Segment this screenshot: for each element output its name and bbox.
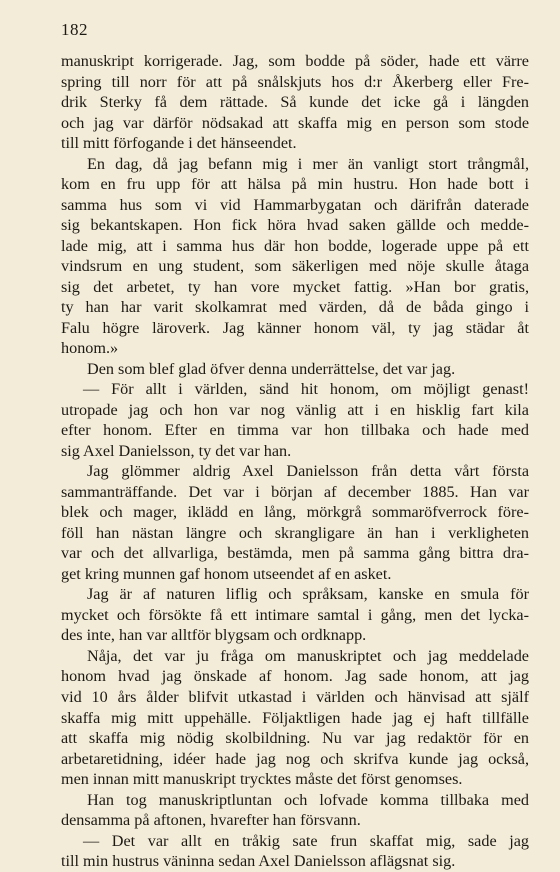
text-line: Den som blef glad öfver denna underrättelse, det var jag. [87,359,456,378]
text-line: sammanträffande. Det var i början af december 1885. Han var [61,482,529,501]
text-line: drik Sterky få dem rättade. Så kunde det icke gå i längden [61,93,529,112]
text-line: till min hustrus väninna sedan Axel Danielsson aflägsnat sig. [61,852,456,871]
text-line: Falu högre läroverk. Jag känner honom väl, ty jag städar åt [61,318,529,337]
text-line: — Det var allt en tråkig sate frun skaffat mig, sade jag [83,831,529,850]
text-line: En dag, då jag befann mig i mer än vanligt stort trångmål, [87,154,529,173]
text-line: samma hus som vi vid Hammarbygatan och därifrån daterade [61,195,529,214]
text-line: sig Axel Danielsson, ty det var han. [61,441,292,460]
text-line: föll han nästan längre och skrangligare än han i verkligheten [61,523,529,542]
text-line: sig det arbetet, ty han vore mycket fattig. »Han bor gratis, [61,277,529,296]
text-line: efter honom. Efter en timma var hon tillbaka och hade med [61,421,529,440]
text-line: ty han har varit skolkamrat med värden, då de båda gingo i [61,298,529,317]
text-line: blek och mager, iklädd en lång, mörkgrå sommaröfverrock före- [61,503,529,522]
text-line: spring till norr för att på snålskjuts hos d:r Åkerberg eller Fre- [61,72,529,91]
text-line: Jag är af naturen liflig och språksam, kanske en smula för [87,585,529,604]
text-line: och jag var därför nödsakad att skaffa mig en person som stode [61,113,529,132]
text-line: des inte, han var alltför blygsam och ordknapp. [61,626,367,645]
text-line: Jag glömmer aldrig Axel Danielsson från detta vårt första [87,462,529,481]
text-line: — För allt i världen, sänd hit honom, om möjligt genast! [83,380,529,399]
text-line: vid 10 års ålder blifvit utkastad i världen och hänvisad att själf [61,687,529,706]
text-line: kom en fru upp för att hälsa på min hustru. Hon hade bott i [61,175,529,194]
text-line: arbetaretidning, idéer hade jag nog och skrifva kunde jag också, [61,749,529,768]
text-line: get kring munnen gaf honom utseendet af en asket. [61,564,392,583]
text-line: densamma på aftonen, hvarefter han försvann. [61,811,361,830]
text-line: lade mig, att i samma hus där hon bodde, logerade uppe på ett [61,236,529,255]
page-number: 182 [61,20,88,39]
text-line: till mitt förfogande i det hänseendet. [61,134,297,153]
text-line: skaffa mig mitt uppehälle. Följaktligen hade jag ej haft tillfälle [61,708,529,727]
text-line: Han tog manuskriptluntan och lofvade komma tillbaka med [87,790,529,809]
text-line: honom hvad jag önskade af honom. Jag sade honom, att jag [61,667,529,686]
text-line: mycket och försökte få ett intimare samtal i gång, men det lycka- [61,605,529,624]
text-line: Nåja, det var ju fråga om manuskriptet och jag meddelade [87,646,529,665]
text-line: vindsrum en ung student, som säkerligen med nöje skulle åtaga [61,257,529,276]
text-line: men innan mitt manuskript trycktes måste det först genomses. [61,770,463,789]
text-line: honom.» [61,339,119,358]
text-line: att skaffa mig nödig skolbildning. Nu var jag redaktör för en [61,729,529,748]
body-text [61,51,529,872]
text-line: var och det allvarliga, bestämda, men på samma gång bittra dra- [61,544,529,563]
text-line: manuskript korrigerade. Jag, som bodde på söder, hade ett värre [61,52,529,70]
text-line: utropade jag och hon var nog vänlig att i en hisklig fart kila [61,400,529,419]
text-line: sig bekantskapen. Hon fick höra hvad saken gällde och medde- [61,216,529,235]
